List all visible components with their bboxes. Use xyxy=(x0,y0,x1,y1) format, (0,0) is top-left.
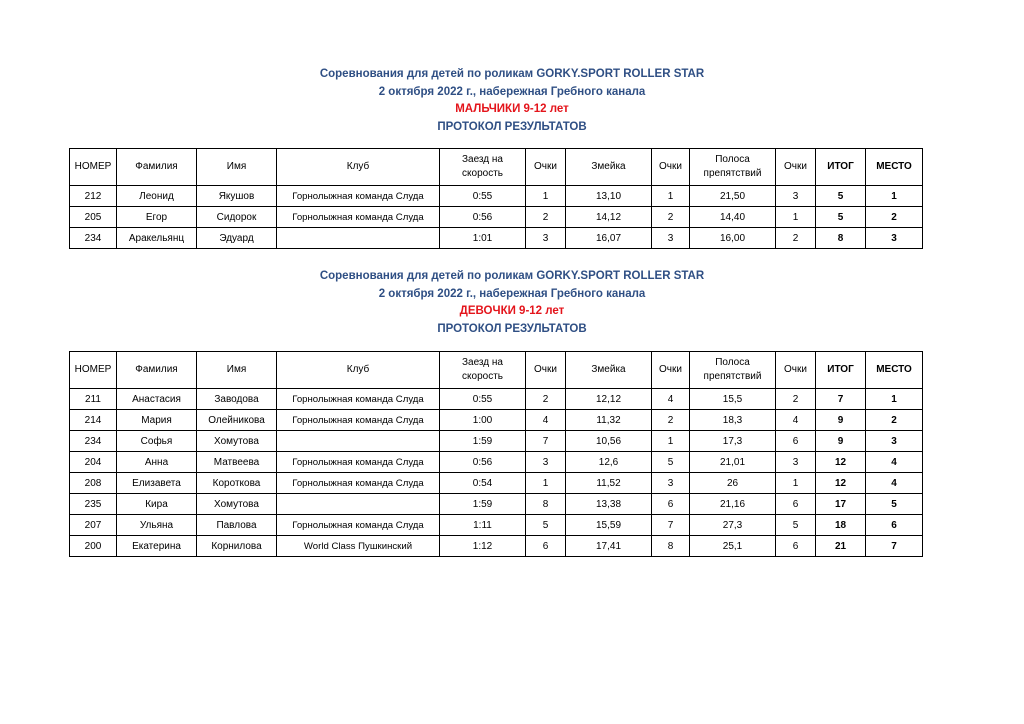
cell-surname: Ульяна xyxy=(117,515,197,536)
cell-obstacle-time: 25,1 xyxy=(690,536,776,557)
girls-date-place: 2 октября 2022 г., набережная Гребного канала xyxy=(378,287,646,300)
cell-place: 5 xyxy=(866,494,923,515)
col-header-points: Очки xyxy=(652,352,690,389)
col-header-name: Имя xyxy=(197,149,277,186)
cell-total: 12 xyxy=(816,452,866,473)
cell-slalom-points: 3 xyxy=(652,228,690,249)
cell-obstacle-points: 5 xyxy=(776,515,816,536)
cell-slalom-points: 8 xyxy=(652,536,690,557)
cell-obstacle-points: 6 xyxy=(776,431,816,452)
boys-competition-title: Соревнования для детей по роликам GORKY.SPORT ROLLER STAR xyxy=(319,68,705,80)
table-row xyxy=(70,431,923,452)
cell-number: 214 xyxy=(70,410,117,431)
cell-slalom-time: 14,12 xyxy=(566,207,652,228)
cell-place: 4 xyxy=(866,452,923,473)
cell-total: 8 xyxy=(816,228,866,249)
cell-obstacle-points: 1 xyxy=(776,473,816,494)
cell-name: Матвеева xyxy=(197,452,277,473)
cell-slalom-time: 13,38 xyxy=(566,494,652,515)
cell-speed-points: 5 xyxy=(526,515,566,536)
cell-speed-time: 0:55 xyxy=(440,389,526,410)
cell-name: Хомутова xyxy=(197,431,277,452)
cell-slalom-time: 12,12 xyxy=(566,389,652,410)
cell-place: 2 xyxy=(866,207,923,228)
cell-obstacle-time: 16,00 xyxy=(690,228,776,249)
col-header-total: ИТОГ xyxy=(816,149,866,186)
cell-name: Заводова xyxy=(197,389,277,410)
cell-place: 6 xyxy=(866,515,923,536)
cell-slalom-points: 2 xyxy=(652,207,690,228)
cell-number: 204 xyxy=(70,452,117,473)
col-header-surname: Фамилия xyxy=(117,149,197,186)
cell-number: 212 xyxy=(70,186,117,207)
col-header-obstacle-course: Полоса препятствий xyxy=(690,352,776,389)
cell-surname: Екатерина xyxy=(117,536,197,557)
cell-total: 5 xyxy=(816,186,866,207)
cell-place: 3 xyxy=(866,431,923,452)
cell-surname: Елизавета xyxy=(117,473,197,494)
cell-slalom-points: 5 xyxy=(652,452,690,473)
cell-slalom-points: 2 xyxy=(652,410,690,431)
cell-speed-points: 4 xyxy=(526,410,566,431)
cell-total: 18 xyxy=(816,515,866,536)
cell-number: 207 xyxy=(70,515,117,536)
col-header-speed-race: Заезд на скорость xyxy=(440,352,526,389)
cell-speed-time: 0:55 xyxy=(440,186,526,207)
cell-speed-time: 1:00 xyxy=(440,410,526,431)
col-header-points: Очки xyxy=(652,149,690,186)
cell-obstacle-points: 2 xyxy=(776,389,816,410)
cell-number: 234 xyxy=(70,431,117,452)
girls-protocol-title: ПРОТОКОЛ РЕЗУЛЬТАТОВ xyxy=(437,322,587,335)
cell-name: Корнилова xyxy=(197,536,277,557)
table-row xyxy=(70,389,923,410)
table-header-row xyxy=(70,352,923,389)
table-row xyxy=(70,207,923,228)
girls-competition-title: Соревнования для детей по роликам GORKY.SPORT ROLLER STAR xyxy=(319,270,705,282)
cell-speed-time: 0:56 xyxy=(440,452,526,473)
cell-place: 3 xyxy=(866,228,923,249)
table-row xyxy=(70,494,923,515)
cell-obstacle-time: 14,40 xyxy=(690,207,776,228)
cell-speed-points: 3 xyxy=(526,452,566,473)
cell-number: 200 xyxy=(70,536,117,557)
cell-obstacle-time: 15,5 xyxy=(690,389,776,410)
cell-club: Горнолыжная команда Слуда xyxy=(277,452,440,473)
cell-name: Короткова xyxy=(197,473,277,494)
cell-place: 1 xyxy=(866,389,923,410)
cell-number: 235 xyxy=(70,494,117,515)
cell-slalom-time: 12,6 xyxy=(566,452,652,473)
cell-speed-time: 1:11 xyxy=(440,515,526,536)
cell-obstacle-time: 21,50 xyxy=(690,186,776,207)
cell-slalom-points: 4 xyxy=(652,389,690,410)
cell-speed-points: 1 xyxy=(526,473,566,494)
cell-speed-time: 1:59 xyxy=(440,431,526,452)
col-header-club: Клуб xyxy=(277,149,440,186)
cell-speed-points: 2 xyxy=(526,389,566,410)
boys-date-place: 2 октября 2022 г., набережная Гребного канала xyxy=(378,85,646,98)
cell-speed-time: 1:12 xyxy=(440,536,526,557)
cell-number: 208 xyxy=(70,473,117,494)
cell-surname: Егор xyxy=(117,207,197,228)
cell-speed-points: 3 xyxy=(526,228,566,249)
cell-name: Якушов xyxy=(197,186,277,207)
cell-surname: Анна xyxy=(117,452,197,473)
cell-obstacle-time: 26 xyxy=(690,473,776,494)
cell-obstacle-time: 21,16 xyxy=(690,494,776,515)
cell-speed-time: 0:56 xyxy=(440,207,526,228)
cell-name: Сидорок xyxy=(197,207,277,228)
girls-category: ДЕВОЧКИ 9-12 лет xyxy=(459,305,565,317)
cell-slalom-time: 17,41 xyxy=(566,536,652,557)
cell-club: Горнолыжная команда Слуда xyxy=(277,410,440,431)
cell-club: Горнолыжная команда Слуда xyxy=(277,515,440,536)
cell-total: 7 xyxy=(816,389,866,410)
col-header-slalom: Змейка xyxy=(566,352,652,389)
cell-obstacle-time: 18,3 xyxy=(690,410,776,431)
table-row xyxy=(70,515,923,536)
girls-results-table xyxy=(69,351,923,557)
cell-speed-points: 1 xyxy=(526,186,566,207)
cell-name: Хомутова xyxy=(197,494,277,515)
cell-club: World Class Пушкинский xyxy=(277,536,440,557)
cell-speed-time: 1:01 xyxy=(440,228,526,249)
col-header-number: НОМЕР xyxy=(70,352,117,389)
col-header-name: Имя xyxy=(197,352,277,389)
col-header-slalom: Змейка xyxy=(566,149,652,186)
cell-slalom-time: 16,07 xyxy=(566,228,652,249)
cell-club: Горнолыжная команда Слуда xyxy=(277,389,440,410)
cell-club: Горнолыжная команда Слуда xyxy=(277,207,440,228)
cell-obstacle-points: 6 xyxy=(776,494,816,515)
boys-table-body xyxy=(70,186,923,249)
cell-obstacle-time: 27,3 xyxy=(690,515,776,536)
girls-heading xyxy=(0,268,1024,338)
cell-place: 7 xyxy=(866,536,923,557)
cell-speed-points: 7 xyxy=(526,431,566,452)
col-header-surname: Фамилия xyxy=(117,352,197,389)
cell-club xyxy=(277,228,440,249)
cell-name: Эдуард xyxy=(197,228,277,249)
cell-place: 4 xyxy=(866,473,923,494)
cell-total: 12 xyxy=(816,473,866,494)
cell-speed-points: 2 xyxy=(526,207,566,228)
col-header-speed-race: Заезд на скорость xyxy=(440,149,526,186)
cell-obstacle-points: 4 xyxy=(776,410,816,431)
cell-speed-time: 1:59 xyxy=(440,494,526,515)
col-header-total: ИТОГ xyxy=(816,352,866,389)
cell-slalom-points: 1 xyxy=(652,186,690,207)
table-row xyxy=(70,473,923,494)
cell-number: 234 xyxy=(70,228,117,249)
col-header-obstacle-course: Полоса препятствий xyxy=(690,149,776,186)
cell-slalom-points: 6 xyxy=(652,494,690,515)
cell-obstacle-time: 21,01 xyxy=(690,452,776,473)
cell-obstacle-time: 17,3 xyxy=(690,431,776,452)
boys-category: МАЛЬЧИКИ 9-12 лет xyxy=(455,103,569,115)
cell-slalom-points: 7 xyxy=(652,515,690,536)
col-header-points: Очки xyxy=(526,149,566,186)
cell-club: Горнолыжная команда Слуда xyxy=(277,186,440,207)
col-header-club: Клуб xyxy=(277,352,440,389)
cell-name: Павлова xyxy=(197,515,277,536)
col-header-number: НОМЕР xyxy=(70,149,117,186)
cell-surname: Леонид xyxy=(117,186,197,207)
cell-surname: Мария xyxy=(117,410,197,431)
table-row xyxy=(70,186,923,207)
cell-obstacle-points: 6 xyxy=(776,536,816,557)
cell-obstacle-points: 3 xyxy=(776,186,816,207)
cell-obstacle-points: 2 xyxy=(776,228,816,249)
cell-obstacle-points: 1 xyxy=(776,207,816,228)
cell-place: 1 xyxy=(866,186,923,207)
cell-place: 2 xyxy=(866,410,923,431)
table-row xyxy=(70,452,923,473)
col-header-place: МЕСТО xyxy=(866,149,923,186)
cell-slalom-time: 11,32 xyxy=(566,410,652,431)
cell-number: 211 xyxy=(70,389,117,410)
table-header-row xyxy=(70,149,923,186)
cell-surname: Аракельянц xyxy=(117,228,197,249)
table-row xyxy=(70,228,923,249)
cell-name: Олейникова xyxy=(197,410,277,431)
girls-table-body xyxy=(70,389,923,557)
boys-heading xyxy=(0,66,1024,136)
cell-club xyxy=(277,494,440,515)
cell-surname: Анастасия xyxy=(117,389,197,410)
cell-total: 17 xyxy=(816,494,866,515)
cell-total: 5 xyxy=(816,207,866,228)
cell-slalom-time: 10,56 xyxy=(566,431,652,452)
table-row xyxy=(70,410,923,431)
col-header-points: Очки xyxy=(776,149,816,186)
col-header-place: МЕСТО xyxy=(866,352,923,389)
cell-slalom-time: 13,10 xyxy=(566,186,652,207)
cell-club: Горнолыжная команда Слуда xyxy=(277,473,440,494)
cell-slalom-points: 3 xyxy=(652,473,690,494)
cell-total: 9 xyxy=(816,410,866,431)
cell-slalom-time: 15,59 xyxy=(566,515,652,536)
col-header-points: Очки xyxy=(776,352,816,389)
cell-speed-points: 6 xyxy=(526,536,566,557)
cell-slalom-time: 11,52 xyxy=(566,473,652,494)
table-row xyxy=(70,536,923,557)
cell-surname: Софья xyxy=(117,431,197,452)
cell-club xyxy=(277,431,440,452)
col-header-points: Очки xyxy=(526,352,566,389)
cell-total: 21 xyxy=(816,536,866,557)
cell-obstacle-points: 3 xyxy=(776,452,816,473)
cell-surname: Кира xyxy=(117,494,197,515)
cell-speed-points: 8 xyxy=(526,494,566,515)
cell-number: 205 xyxy=(70,207,117,228)
boys-results-table xyxy=(69,148,923,249)
boys-protocol-title: ПРОТОКОЛ РЕЗУЛЬТАТОВ xyxy=(437,120,587,133)
cell-total: 9 xyxy=(816,431,866,452)
cell-slalom-points: 1 xyxy=(652,431,690,452)
cell-speed-time: 0:54 xyxy=(440,473,526,494)
